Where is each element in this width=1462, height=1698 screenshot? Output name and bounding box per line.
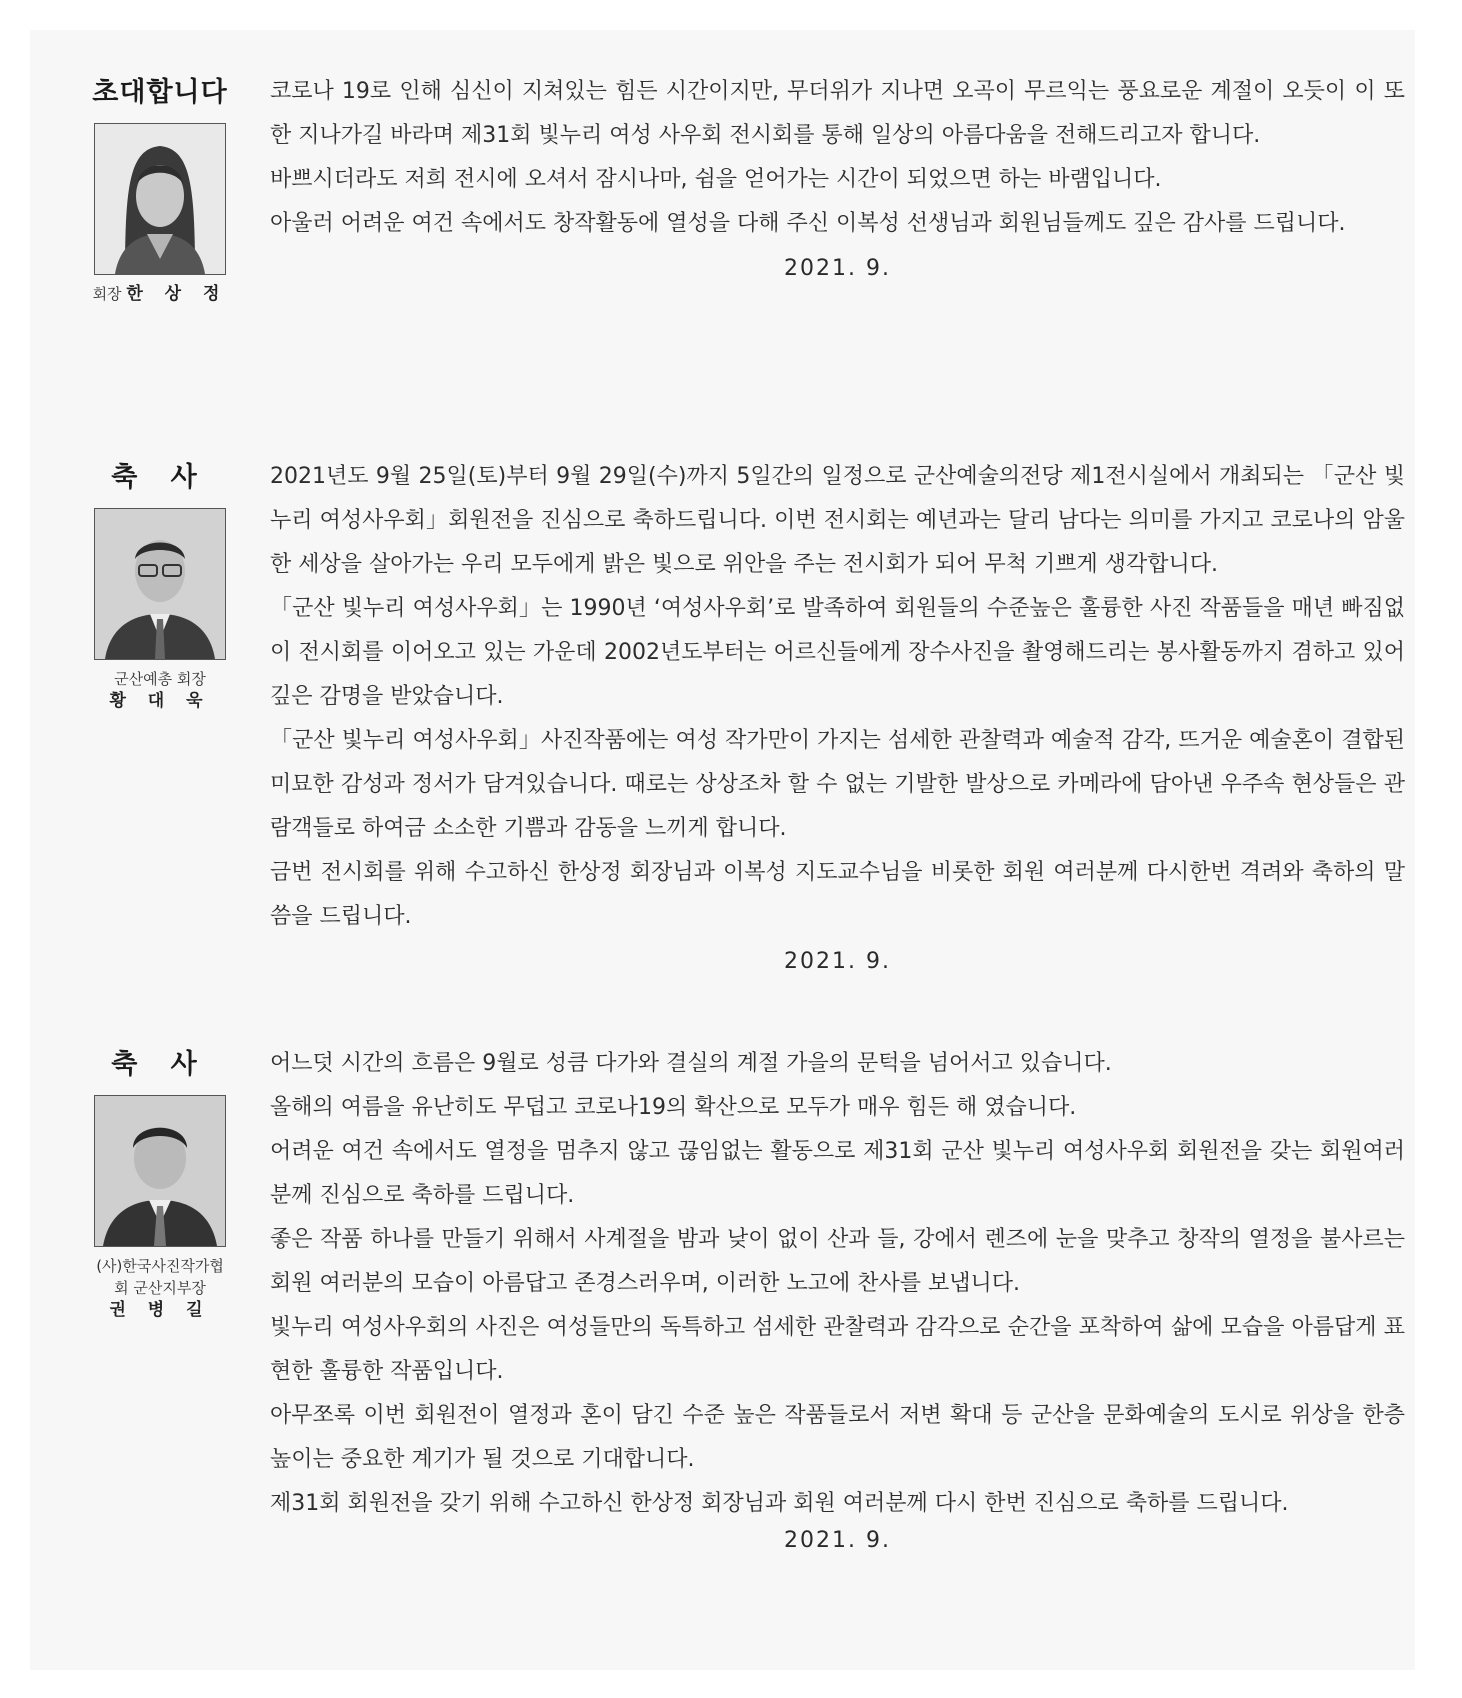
page-background — [30, 30, 1415, 1670]
paragraph: 빛누리 여성사우회의 사진은 여성들만의 독특하고 섬세한 관찰력과 감각으로 순간을 포착하여 삶에 모습을 아름답게 표현한 훌륭한 작품입니다. — [270, 1315, 1405, 1384]
paragraph: 아울러 어려운 여건 속에서도 창작활동에 열성을 다해 주신 이복성 선생님과 회원님들께도 깊은 감사를 드립니다. — [270, 211, 1346, 236]
paragraph: 2021년도 9월 25일(토)부터 9월 29일(수)까지 5일간의 일정으로 군산예술의전당 제1전시실에서 개최되는 「군산 빛누리 여성사우회」회원전을 진심으로 축하드립니다. 이번 전시회는 예년과는 달리 남다는 의미를 가지고 코로나의 암울한 세상을 살아가는 우리 모두에게 밝은 빛으로 위안을 주는 전시회가 되어 무척 기쁘게 생각합니다. — [270, 464, 1405, 577]
paragraph: 어려운 여건 속에서도 열정을 멈추지 않고 끊임없는 활동으로 제31회 군산 빛누리 여성사우회 회원전을 갖는 회원여러분께 진심으로 축하를 드립니다. — [270, 1139, 1405, 1208]
portrait-photo — [94, 508, 226, 660]
paragraph: 금번 전시회를 위해 수고하신 한상정 회장님과 이복성 지도교수님을 비롯한 회원 여러분께 다시한번 격려와 축하의 말씀을 드립니다. — [270, 860, 1405, 929]
person-name: 황 대 욱 — [109, 691, 211, 711]
paragraph: 「군산 빛누리 여성사우회」사진작품에는 여성 작가만이 가지는 섬세한 관찰력과 예술적 감각, 뜨거운 예술혼이 결합된 미묘한 감성과 정서가 담겨있습니다. 때로는 상상조차 할 수 없는 기발한 발상으로 카메라에 담아낸 우주속 현상들은 관람객들로 하여금 소소한 기쁨과 감동을 느끼게 합니다. — [270, 728, 1405, 841]
section-date: 2021. 9. — [784, 256, 891, 281]
section-body — [270, 455, 1405, 974]
person-title: 회장 — [92, 285, 122, 303]
person-caption — [85, 668, 235, 712]
paragraph: 코로나 19로 인해 심신이 지쳐있는 힘든 시간이지만, 무더위가 지나면 오곡이 무르익는 풍요로운 계절이 오듯이 이 또한 지나가길 바라며 제31회 빛누리 여성 사우회 전시회를 통해 일상의 아름다움을 전해드리고자 합니다. — [270, 79, 1405, 148]
person-name: 한 상 정 — [126, 284, 228, 304]
section-body — [270, 1042, 1405, 1553]
person-caption — [85, 1255, 235, 1321]
section-heading: 축 사 — [111, 1049, 209, 1080]
paragraph: 제31회 회원전을 갖기 위해 수고하신 한상정 회장님과 회원 여러분께 다시 한번 진심으로 축하를 드립니다. — [270, 1491, 1289, 1516]
portrait-photo — [94, 123, 226, 275]
section-heading: 축 사 — [111, 462, 209, 493]
person-title: (사)한국사진작가협회 군산지부장 — [96, 1257, 224, 1297]
section-left-column — [85, 455, 235, 712]
section-left-column — [85, 1042, 235, 1321]
portrait-photo — [94, 1095, 226, 1247]
person-name: 권 병 길 — [109, 1300, 211, 1320]
section-date: 2021. 9. — [784, 949, 891, 974]
section-heading: 초대합니다 — [92, 77, 228, 108]
paragraph: 좋은 작품 하나를 만들기 위해서 사계절을 밤과 낮이 없이 산과 들, 강에서 렌즈에 눈을 맞추고 창작의 열정을 불사르는 회원 여러분의 모습이 아름답고 존경스러우며, 이러한 노고에 찬사를 보냅니다. — [270, 1227, 1405, 1296]
paragraph: 「군산 빛누리 여성사우회」는 1990년 ‘여성사우회’로 발족하여 회원들의 수준높은 훌륭한 사진 작품들을 매년 빠짐없이 전시회를 이어오고 있는 가운데 2002년도부터는 어르신들에게 장수사진을 촬영해드리는 봉사활동까지 겸하고 있어 깊은 감명을 받았습니다. — [270, 596, 1405, 709]
section-left-column — [85, 70, 235, 305]
paragraph: 바쁘시더라도 저희 전시에 오셔서 잠시나마, 쉼을 얻어가는 시간이 되었으면 하는 바램입니다. — [270, 167, 1162, 192]
person-caption — [85, 283, 235, 305]
section-date: 2021. 9. — [784, 1528, 891, 1553]
paragraph: 어느덧 시간의 흐름은 9월로 성큼 다가와 결실의 계절 가을의 문턱을 넘어서고 있습니다. — [270, 1051, 1112, 1076]
section-body — [270, 70, 1405, 281]
paragraph: 아무쪼록 이번 회원전이 열정과 혼이 담긴 수준 높은 작품들로서 저변 확대 등 군산을 문화예술의 도시로 위상을 한층 높이는 중요한 계기가 될 것으로 기대합니다. — [270, 1403, 1405, 1472]
person-title: 군산예총 회장 — [114, 670, 206, 688]
paragraph: 올해의 여름을 유난히도 무덥고 코로나19의 확산으로 모두가 매우 힘든 해 였습니다. — [270, 1095, 1077, 1120]
